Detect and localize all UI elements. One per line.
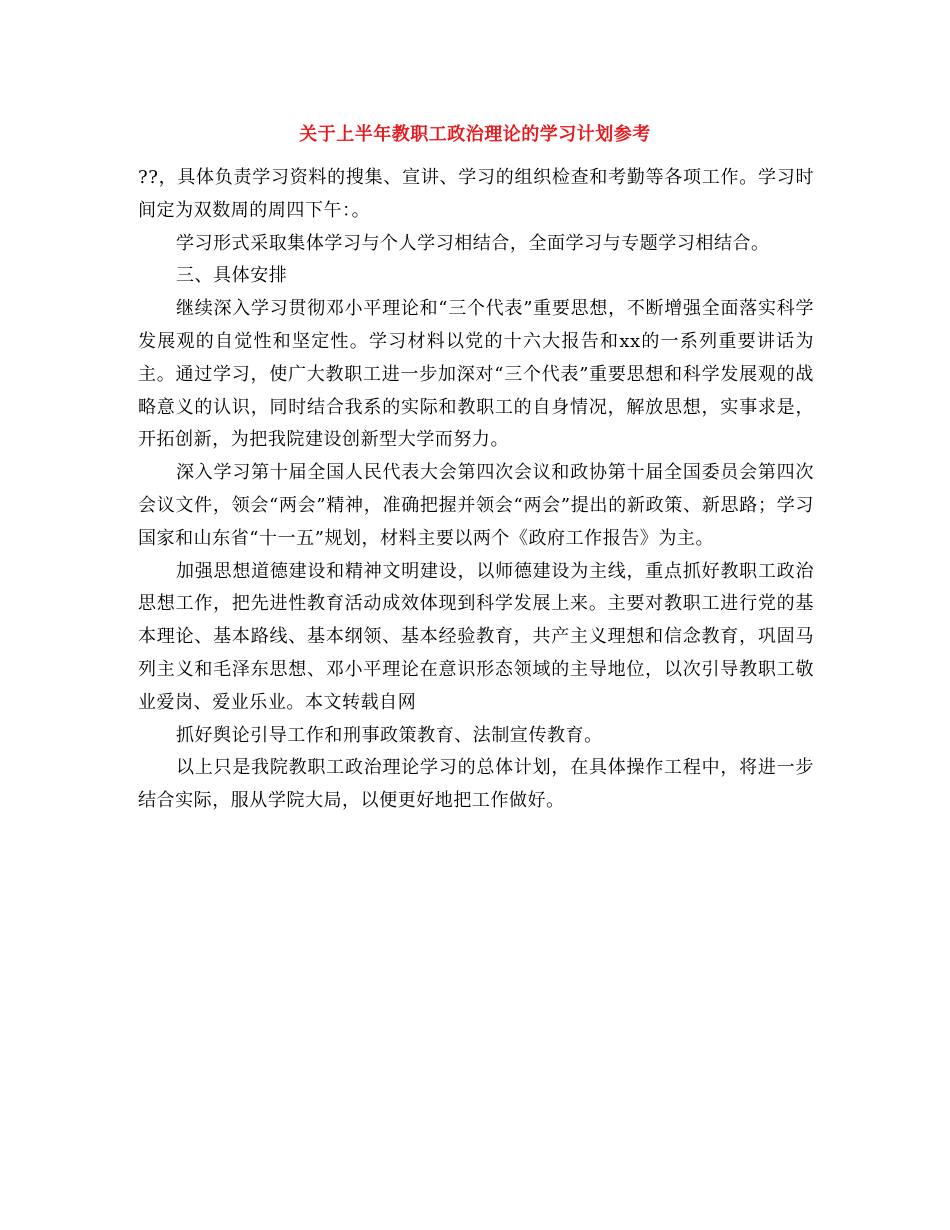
paragraph-1: ??，具体负责学习资料的搜集、宣讲、学习的组织检查和考勤等各项工作。学习时间定为双数周的周四下午：。 (138, 167, 814, 221)
paragraph-3: 继续深入学习贯彻邓小平理论和“三个代表”重要思想，不断增强全面落实科学发展观的自觉性和坚定性。学习材料以党的十六大报告和xx的一系列重要讲话为主。通过学习，使广大教职工进一步加深对“三个代表”重要思想和科学发展观的战略意义的认识，同时结合我系的实际和教职工的自身情况，解放思想，实事求是，开拓创新，为把我院建设创新型大学而努力。 (138, 298, 814, 451)
paragraph-7: 以上只是我院教职工政治理论学习的总体计划，在具体操作工程中，将进一步结合实际，服从学院大局，以便更好地把工作做好。 (138, 757, 814, 812)
paragraph-6: 抓好舆论引导工作和刑事政策教育、法制宣传教育。 (176, 724, 603, 746)
paragraph-5: 加强思想道德建设和精神文明建设，以师德建设为主线，重点抓好教职工政治思想工作，把先进性教育活动成效体现到科学发展上来。主要对教职工进行党的基本理论、基本路线、基本纲领、基本经验教育，共产主义理想和信念教育，巩固马列主义和毛泽东思想、邓小平理论在意识形态领域的主导地位，以次引导教职工敬业爱岗、爱业乐业。本文转载自网 (138, 560, 814, 713)
section-heading: 三、具体安排 (176, 265, 288, 287)
document-body (138, 162, 814, 818)
paragraph-4: 深入学习第十届全国人民代表大会第四次会议和政协第十届全国委员会第四次会议文件，领会“两会”精神，准确把握并领会“两会”提出的新政策、新思路；学习国家和山东省“十一五”规划，材料主要以两个《政府工作报告》为主。 (138, 462, 814, 549)
paragraph-2: 学习形式采取集体学习与个人学习相结合，全面学习与专题学习相结合。 (176, 232, 770, 254)
document-title: 关于上半年教职工政治理论的学习计划参考 (299, 124, 651, 145)
